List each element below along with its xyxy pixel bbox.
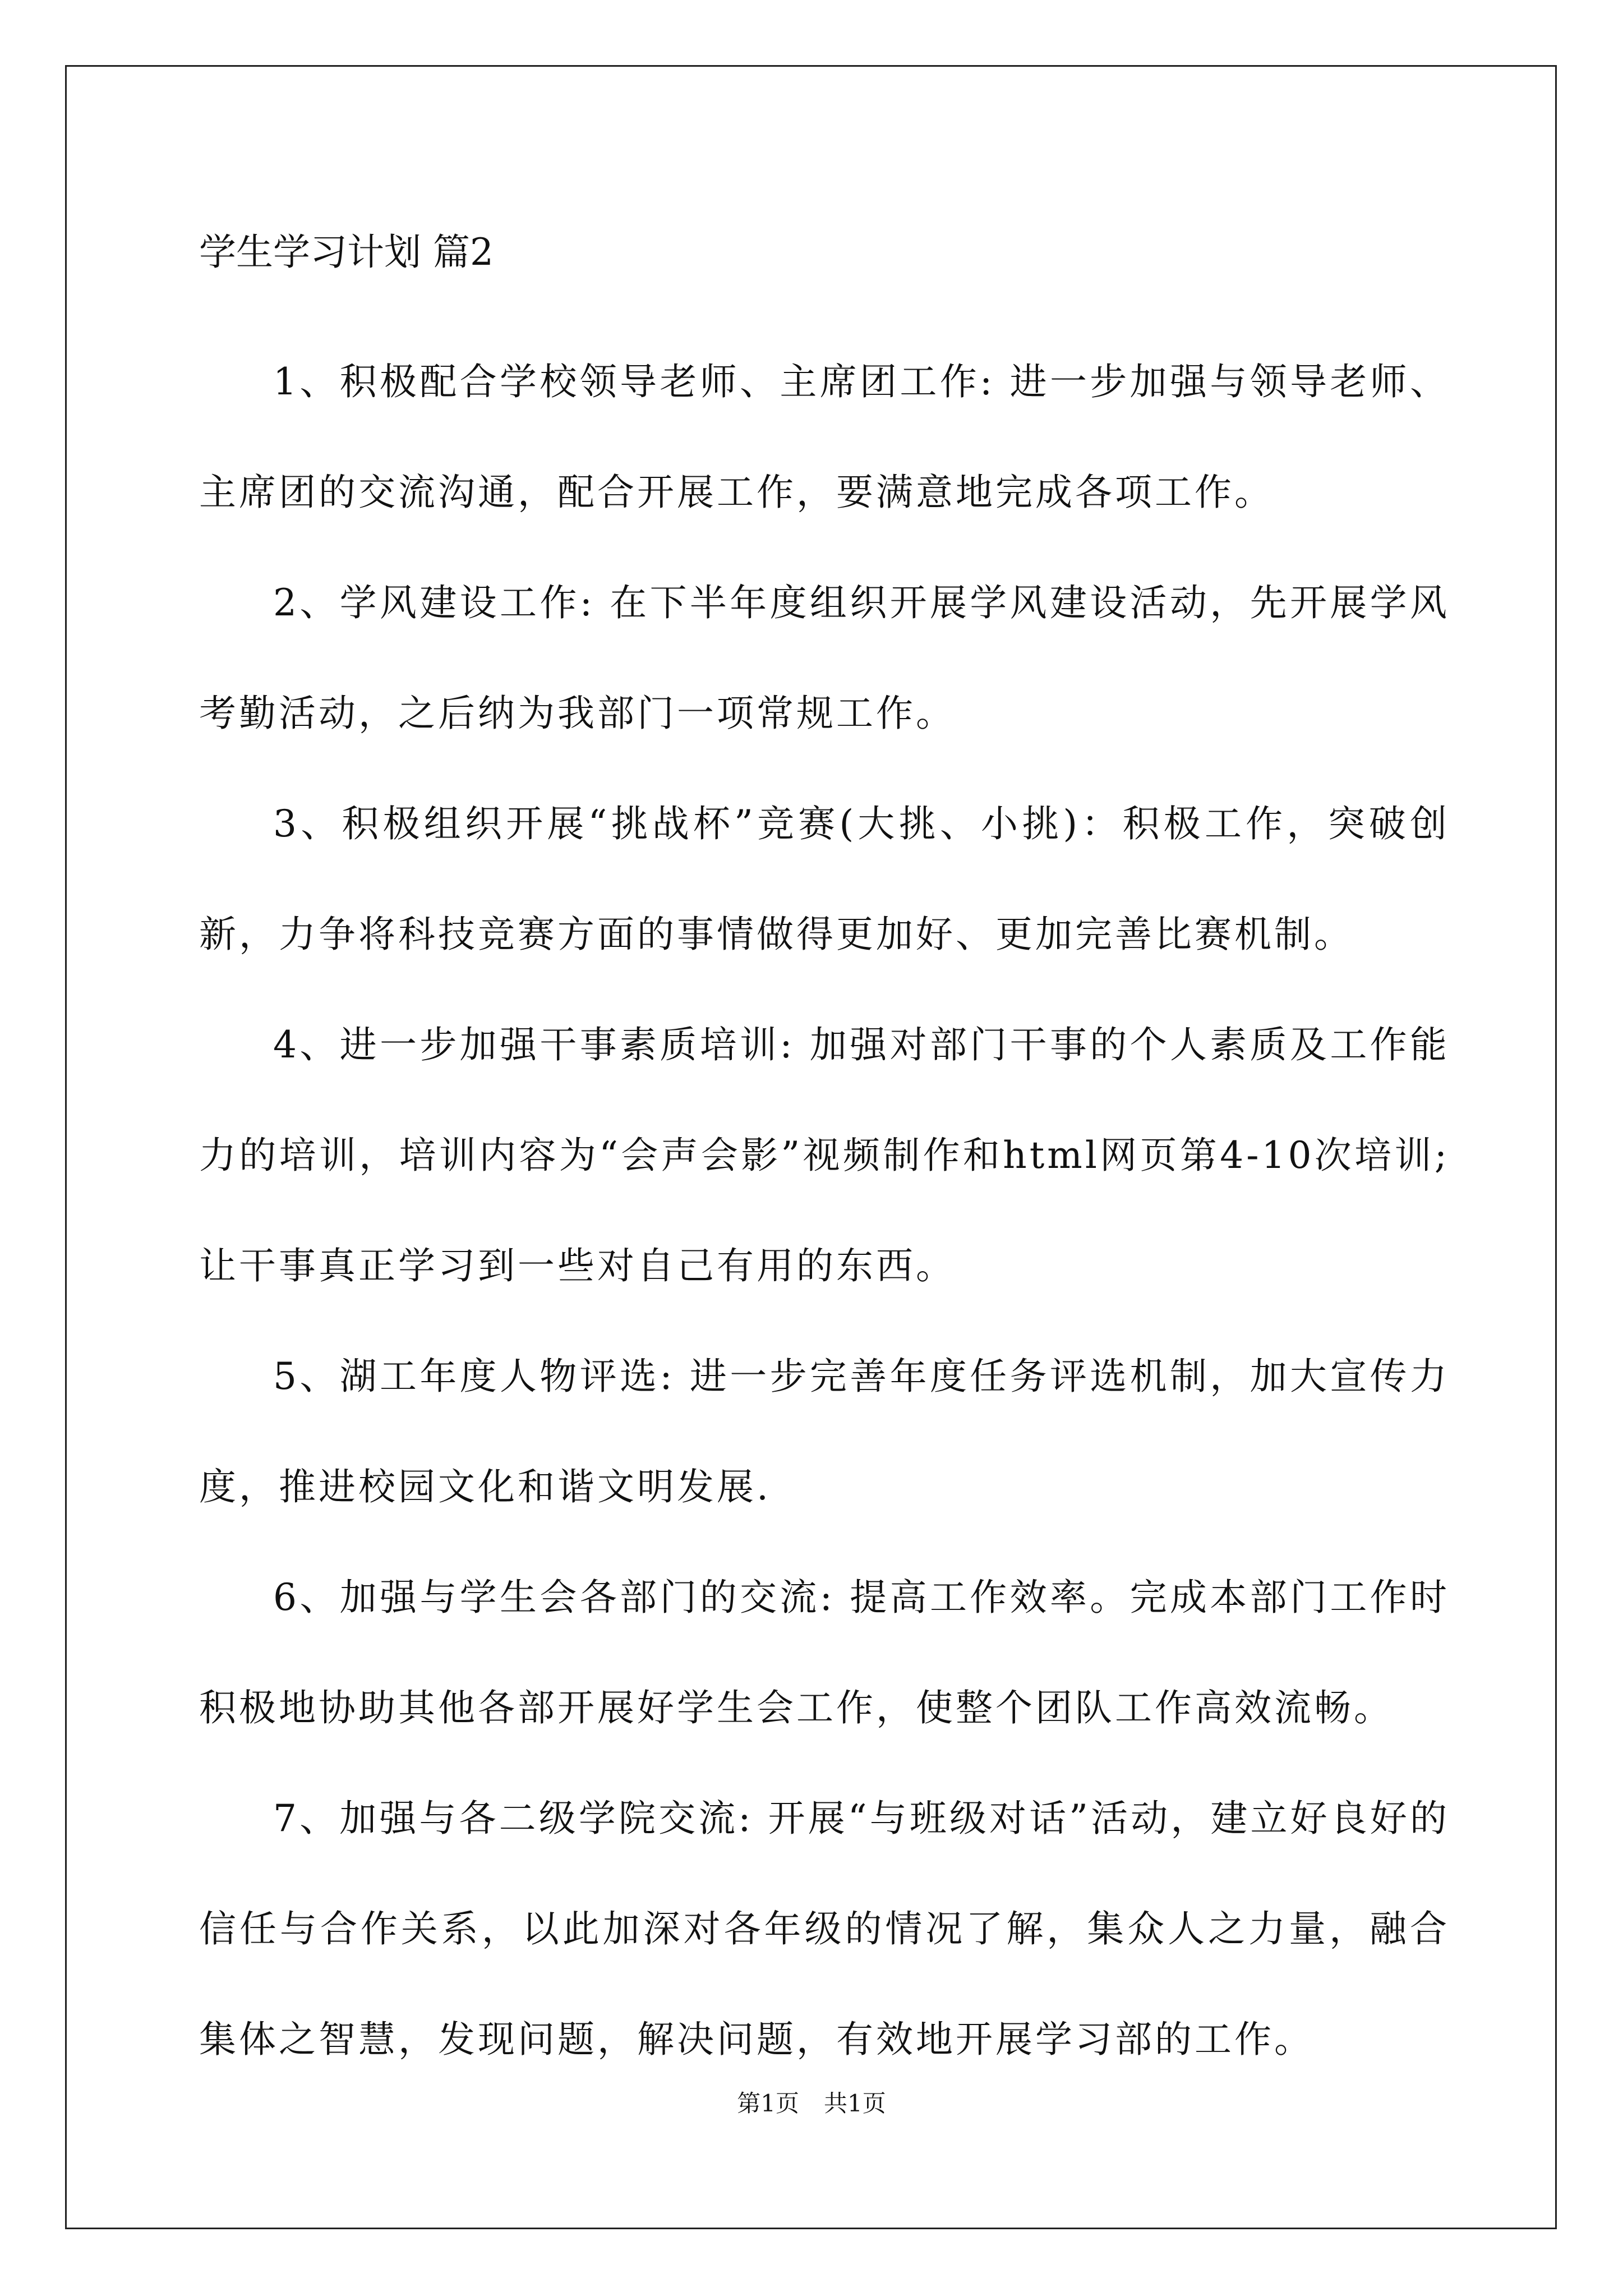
page-number: 第1页 [737,2090,799,2117]
paragraph-1: 1、积极配合学校领导老师、主席团工作: 进一步加强与领导老师、主席团的交流沟通，配合开展工作，要满意地完成各项工作。 [199,360,1450,514]
paragraph-7: 7、加强与各二级学院交流: 开展“与班级对话”活动，建立好良好的信任与合作关系，以此加深对各年级的情况了解，集众人之力量，融合集体之智慧，发现问题，解决问题，有效地开展学习部的工作。 [199,1797,1450,2061]
paragraph-4: 4、进一步加强干事素质培训: 加强对部门干事的个人素质及工作能力的培训，培训内容为“会声会影”视频制作和html网页第4-10次培训;让干事真正学习到一些对自己有用的东西。 [199,1023,1450,1287]
page-total: 共1页 [824,2090,886,2117]
document-body [199,219,1450,2095]
page-footer [0,2087,1623,2120]
paragraph-2: 2、学风建设工作: 在下半年度组织开展学风建设活动，先开展学风考勤活动，之后纳为我部门一项常规工作。 [199,581,1450,735]
paragraph-3: 3、积极组织开展“挑战杯”竞赛(大挑、小挑)：积极工作，突破创新，力争将科技竞赛方面的事情做得更加好、更加完善比赛机制。 [199,802,1450,956]
paragraph-5: 5、湖工年度人物评选: 进一步完善年度任务评选机制，加大宣传力度，推进校园文化和谐文明发展. [199,1355,1450,1508]
document-title: 学生学习计划 篇2 [199,231,494,274]
paragraph-6: 6、加强与学生会各部门的交流: 提高工作效率。完成本部门工作时积极地协助其他各部开展好学生会工作，使整个团队工作高效流畅。 [199,1576,1450,1729]
